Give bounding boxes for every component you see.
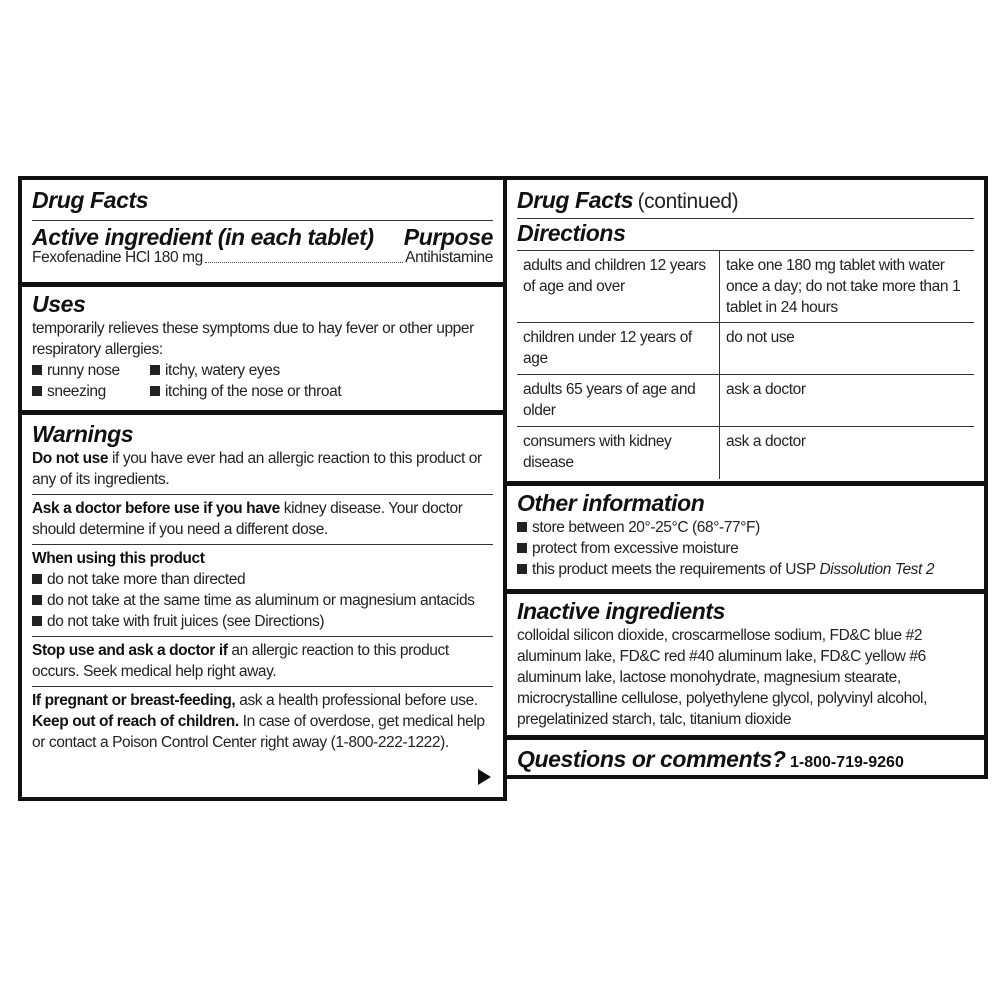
stop-use-warning: Stop use and ask a doctor if an allergic reaction to this product occurs. Seek medical help right away. bbox=[32, 642, 449, 680]
warnings-section bbox=[22, 410, 503, 797]
continued-label: (continued) bbox=[637, 190, 739, 213]
do-not-use-warning: Do not use if you have ever had an allergic reaction to this product or any of its ingredients. bbox=[32, 450, 482, 488]
use-item: runny nose bbox=[32, 360, 150, 381]
uses-heading: Uses bbox=[32, 291, 86, 317]
table-row: children under 12 years of age do not use bbox=[517, 323, 974, 375]
ingredient: Fexofenadine HCl 180 mg bbox=[32, 249, 203, 266]
active-ingredient-section bbox=[22, 186, 503, 284]
table-row: adults 65 years of age and older ask a doctor bbox=[517, 375, 974, 427]
inactive-ingredients-heading: Inactive ingredients bbox=[517, 598, 726, 624]
directions-heading: Directions bbox=[517, 220, 626, 246]
questions-section bbox=[507, 735, 984, 775]
ask-doctor-warning: Ask a doctor before use if you have kidney disease. Your doctor should determine if you need a different dose. bbox=[32, 500, 463, 538]
other-item: protect from excessive moisture bbox=[532, 540, 739, 557]
drug-facts-left-panel bbox=[18, 176, 507, 801]
drug-facts-title: Drug Facts bbox=[32, 187, 149, 213]
table-row: adults and children 12 years of age and over take one 180 mg tablet with water once a day; do not take more than 1 tablet in 24 hours bbox=[517, 251, 974, 323]
use-item: sneezing bbox=[32, 381, 150, 402]
other-information-heading: Other information bbox=[517, 490, 705, 516]
questions-heading: Questions or comments? bbox=[517, 746, 786, 772]
pregnancy-warning: If pregnant or breast-feeding, ask a health professional before use. Keep out of reach of children. In case of overdose, get medical help or contact a Poison Control Center right away (1-800-222-1222). bbox=[32, 692, 485, 751]
use-item: itchy, watery eyes bbox=[150, 360, 493, 381]
table-row: consumers with kidney disease ask a doctor bbox=[517, 427, 974, 479]
other-item: this product meets the requirements of USP Dissolution Test 2 bbox=[517, 559, 974, 580]
drug-facts-continued-title: Drug Facts bbox=[517, 187, 634, 213]
drug-facts-right-panel bbox=[503, 176, 988, 779]
purpose: Antihistamine bbox=[405, 249, 493, 266]
directions-section bbox=[507, 186, 984, 484]
use-item: itching of the nose or throat bbox=[150, 381, 493, 402]
directions-table bbox=[517, 250, 974, 479]
inactive-ingredients-section bbox=[507, 589, 984, 737]
uses-intro: temporarily relieves these symptoms due to hay fever or other upper respiratory allergies: bbox=[32, 320, 474, 358]
other-item: store between 20°-25°C (68°-77°F) bbox=[532, 519, 760, 536]
when-using-warning: When using this product do not take more than directed do not take at the same time as aluminum or magnesium antacids do not take with fruit juices (see Directions) bbox=[32, 550, 475, 630]
inactive-ingredients-text: colloidal silicon dioxide, croscarmellose sodium, FD&C blue #2 aluminum lake, FD&C red #40 aluminum lake, FD&C yellow #6 aluminum lake, lactose monohydrate, magnesium stearate, microcrystalline cellulose, polyethylene glycol, polyvinyl alcohol, pregelatinized starch, talc, titanium dioxide bbox=[517, 627, 927, 728]
continue-arrow-icon bbox=[478, 769, 491, 785]
active-ingredient-heading: Active ingredient (in each tablet) bbox=[32, 224, 374, 250]
other-information-section bbox=[507, 481, 984, 589]
questions-phone: 1-800-719-9260 bbox=[789, 754, 904, 771]
warnings-heading: Warnings bbox=[32, 421, 134, 447]
uses-section bbox=[22, 282, 503, 410]
purpose-heading: Purpose bbox=[403, 224, 493, 250]
